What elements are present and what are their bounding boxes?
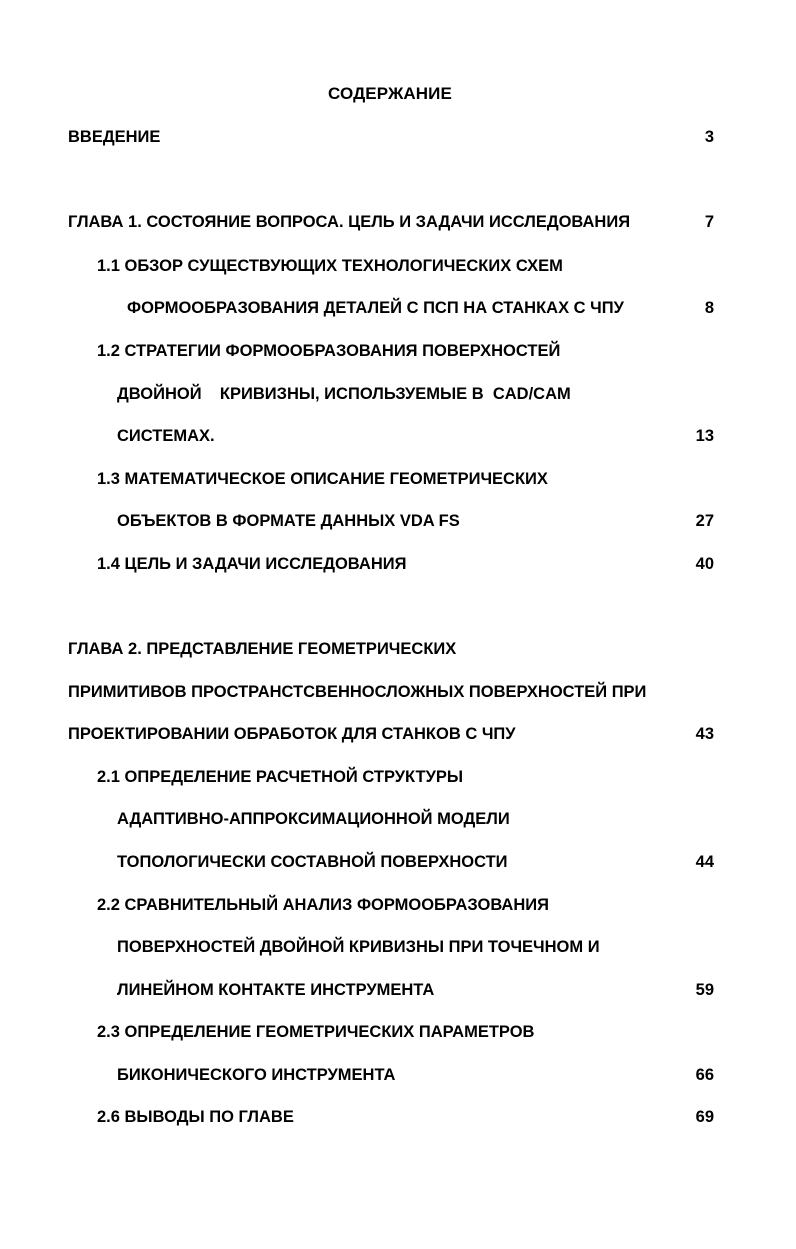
toc-title: СОДЕРЖАНИЕ bbox=[328, 84, 452, 103]
toc-chapter1-page: 7 bbox=[704, 213, 714, 231]
toc-section-2-1-line3: ТОПОЛОГИЧЕСКИ СОСТАВНОЙ ПОВЕРХНОСТИ bbox=[117, 853, 508, 871]
toc-section-2-2-line1: 2.2 СРАВНИТЕЛЬНЫЙ АНАЛИЗ ФОРМООБРАЗОВАНИЯ bbox=[97, 896, 549, 914]
toc-section-1-2-page: 13 bbox=[695, 427, 714, 445]
toc-section-2-3-line2: БИКОНИЧЕСКОГО ИНСТРУМЕНТА bbox=[117, 1066, 396, 1084]
toc-section-2-2-line2: ПОВЕРХНОСТЕЙ ДВОЙНОЙ КРИВИЗНЫ ПРИ ТОЧЕЧНОМ И bbox=[117, 938, 600, 956]
toc-section-1-2-line1: 1.2 СТРАТЕГИИ ФОРМООБРАЗОВАНИЯ ПОВЕРХНОСТЕЙ bbox=[97, 342, 561, 360]
toc-section-2-2-line3: ЛИНЕЙНОМ КОНТАКТЕ ИНСТРУМЕНТА bbox=[117, 981, 435, 999]
toc-section-2-1-page: 44 bbox=[695, 853, 714, 871]
toc-section-1-3-line1: 1.3 МАТЕМАТИЧЕСКОЕ ОПИСАНИЕ ГЕОМЕТРИЧЕСКИХ bbox=[97, 470, 548, 488]
toc-section-1-2-line2: ДВОЙНОЙ КРИВИЗНЫ, ИСПОЛЬЗУЕМЫЕ В CAD/CAM bbox=[117, 385, 571, 403]
toc-section-1-2-line3: СИСТЕМАХ. bbox=[117, 427, 215, 445]
toc-section-2-1-line2: АДАПТИВНО-АППРОКСИМАЦИОННОЙ МОДЕЛИ bbox=[117, 810, 510, 828]
toc-chapter2-line3: ПРОЕКТИРОВАНИИ ОБРАБОТОК ДЛЯ СТАНКОВ С ЧПУ bbox=[68, 725, 516, 743]
toc-section-1-1-line1: 1.1 ОБЗОР СУЩЕСТВУЮЩИХ ТЕХНОЛОГИЧЕСКИХ СХЕМ bbox=[97, 257, 563, 275]
toc-section-2-6-line1: 2.6 ВЫВОДЫ ПО ГЛАВЕ bbox=[97, 1108, 294, 1126]
toc-chapter2-page: 43 bbox=[695, 725, 714, 743]
toc-section-2-6-page: 69 bbox=[695, 1108, 714, 1126]
toc-chapter1-title: ГЛАВА 1. СОСТОЯНИЕ ВОПРОСА. ЦЕЛЬ И ЗАДАЧИ ИССЛЕДОВАНИЯ bbox=[68, 213, 631, 231]
toc-section-1-4-page: 40 bbox=[695, 555, 714, 573]
toc-chapter2-line1: ГЛАВА 2. ПРЕДСТАВЛЕНИЕ ГЕОМЕТРИЧЕСКИХ bbox=[68, 640, 457, 658]
toc-section-1-3-page: 27 bbox=[695, 512, 714, 530]
toc-section-2-3-line1: 2.3 ОПРЕДЕЛЕНИЕ ГЕОМЕТРИЧЕСКИХ ПАРАМЕТРОВ bbox=[97, 1023, 535, 1041]
toc-section-2-2-page: 59 bbox=[695, 981, 714, 999]
toc-chapter2-line2: ПРИМИТИВОВ ПРОСТРАНСТСВЕННОСЛОЖНЫХ ПОВЕРХНОСТЕЙ ПРИ bbox=[68, 683, 647, 701]
toc-section-1-1-line2: ФОРМООБРАЗОВАНИЯ ДЕТАЛЕЙ С ПСП НА СТАНКАХ С ЧПУ bbox=[127, 299, 624, 317]
toc-intro-label: ВВЕДЕНИЕ bbox=[68, 128, 161, 146]
toc-section-2-3-page: 66 bbox=[695, 1066, 714, 1084]
toc-section-1-1-page: 8 bbox=[704, 299, 714, 317]
toc-intro-page: 3 bbox=[704, 128, 714, 146]
toc-section-1-3-line2: ОБЪЕКТОВ В ФОРМАТЕ ДАННЫХ VDA FS bbox=[117, 512, 460, 530]
toc-section-1-4-line1: 1.4 ЦЕЛЬ И ЗАДАЧИ ИССЛЕДОВАНИЯ bbox=[97, 555, 407, 573]
toc-section-2-1-line1: 2.1 ОПРЕДЕЛЕНИЕ РАСЧЕТНОЙ СТРУКТУРЫ bbox=[97, 768, 463, 786]
